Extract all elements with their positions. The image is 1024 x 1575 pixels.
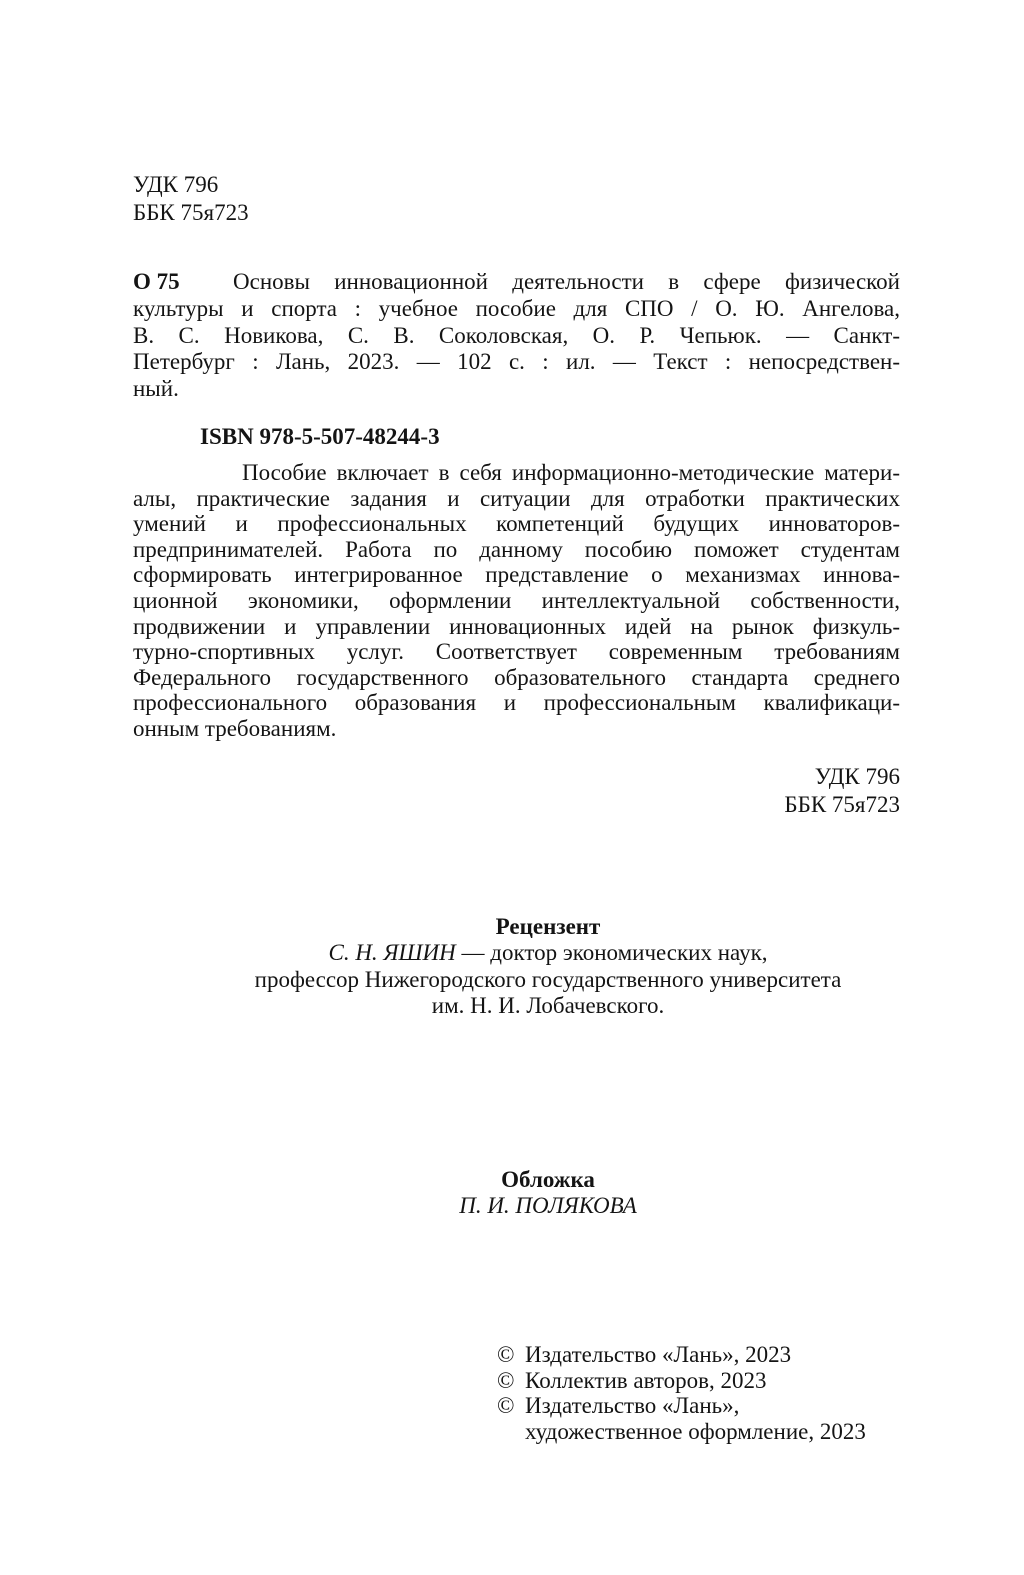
reviewer-name: С. Н. ЯШИН bbox=[328, 940, 456, 966]
abstract-line: умений и профессиональных компетенций будущих инноваторов- bbox=[133, 511, 900, 537]
reviewer-line bbox=[148, 940, 948, 966]
reviewer-credential: — доктор экономических наук, bbox=[461, 940, 768, 966]
abstract-paragraph bbox=[133, 460, 900, 742]
copyright-block bbox=[497, 1342, 917, 1445]
copyright-symbol: © bbox=[497, 1393, 515, 1419]
abstract-line: профессионального образования и профессиональным квалификаци- bbox=[133, 690, 900, 716]
record-line: В. С. Новикова, С. В. Соколовская, О. Р. Чепьюк. — Санкт- bbox=[133, 322, 900, 348]
record-line: Основы инновационной деятельности в сфере физической bbox=[233, 269, 900, 294]
record-line: культуры и спорта : учебное пособие для СПО / О. Ю. Ангелова, bbox=[133, 295, 900, 321]
copyright-text: Издательство «Лань», bbox=[525, 1393, 740, 1419]
abstract-line: онным требованиям. bbox=[133, 715, 337, 741]
abstract-line: Пособие включает в себя информационно-методические матери- bbox=[242, 460, 900, 485]
copyright-line bbox=[497, 1368, 917, 1394]
isbn: ISBN 978-5-507-48244-3 bbox=[200, 424, 440, 449]
bbk-code: ББК 75я723 bbox=[133, 200, 249, 225]
cover-heading: Обложка bbox=[501, 1167, 595, 1192]
copyright-text: Издательство «Лань», 2023 bbox=[525, 1342, 792, 1367]
copyright-line bbox=[497, 1393, 917, 1419]
copyright-text: Коллектив авторов, 2023 bbox=[525, 1367, 767, 1393]
classification-codes-top bbox=[133, 171, 249, 227]
reviewer-affiliation: профессор Нижегородского государственного университета bbox=[254, 966, 842, 992]
author-mark: О 75 bbox=[133, 269, 180, 294]
abstract-line: турно-спортивных услуг. Соответствует современным требованиям bbox=[133, 639, 900, 665]
abstract-line: сформировать интегрированное представление о механизмах иннова- bbox=[133, 562, 900, 588]
bbk-code: ББК 75я723 bbox=[784, 792, 900, 817]
reviewer-university-name: им. Н. И. Лобачевского. bbox=[431, 993, 665, 1019]
copyright-text: художественное оформление, 2023 bbox=[525, 1419, 866, 1445]
udk-code: УДК 796 bbox=[133, 172, 219, 197]
copyright-line bbox=[497, 1342, 917, 1368]
abstract-line: ционной экономики, оформлении интеллектуальной собственности, bbox=[133, 587, 900, 613]
reviewer-heading: Рецензент bbox=[495, 914, 601, 939]
cover-designer: П. И. ПОЛЯКОВА bbox=[459, 1193, 637, 1218]
copyright-symbol: © bbox=[497, 1367, 515, 1393]
classification-codes-bottom bbox=[133, 763, 900, 819]
bibliographic-record bbox=[133, 269, 900, 403]
cover-block bbox=[148, 1167, 948, 1219]
abstract-line: продвижении и управлении инновационных идей на рынок физкуль- bbox=[133, 613, 900, 639]
copyright-line bbox=[497, 1419, 917, 1445]
record-line: Петербург : Лань, 2023. — 102 с. : ил. — Текст : непосредствен- bbox=[133, 349, 900, 375]
record-line: ный. bbox=[133, 376, 179, 402]
abstract-line: предпринимателей. Работа по данному пособию поможет студентам bbox=[133, 536, 900, 562]
abstract-line: Федерального государственного образовательного стандарта среднего bbox=[133, 664, 900, 690]
abstract-line: алы, практические задания и ситуации для отработки практических bbox=[133, 485, 900, 511]
reviewer-block bbox=[148, 914, 948, 1020]
udk-code: УДК 796 bbox=[814, 764, 900, 789]
copyright-symbol: © bbox=[497, 1342, 515, 1367]
